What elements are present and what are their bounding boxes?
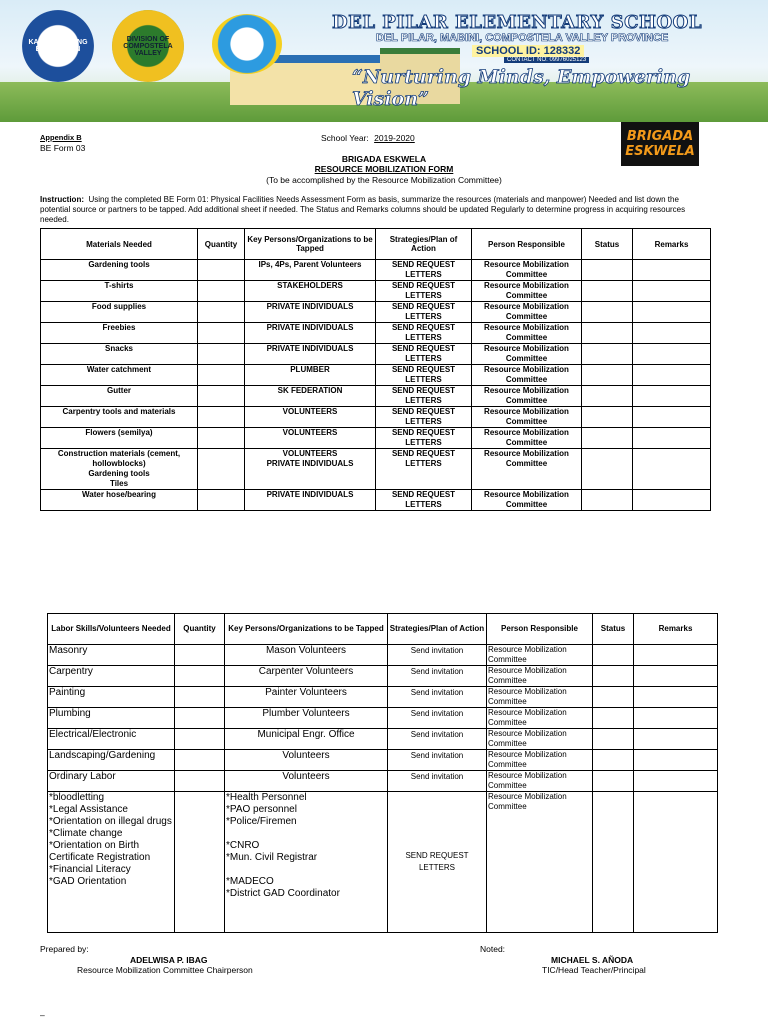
- person-responsible-cell: Resource Mobilization Committee: [487, 729, 593, 750]
- remarks-cell: [633, 428, 711, 449]
- remarks-cell: [633, 344, 711, 365]
- header-remarks: Remarks: [633, 229, 711, 260]
- person-responsible-cell: Resource Mobilization Committee: [487, 708, 593, 729]
- materials-row: [41, 428, 711, 449]
- quantity-cell: [198, 260, 245, 281]
- item-cell: Food supplies: [41, 302, 198, 323]
- remarks-cell: [633, 323, 711, 344]
- status-cell: [593, 771, 634, 792]
- key-persons-cell: STAKEHOLDERS: [245, 281, 376, 302]
- quantity-cell: [175, 771, 225, 792]
- person-responsible-cell: Resource Mobilization Committee: [472, 407, 582, 428]
- header-person-responsible: Person Responsible: [487, 614, 593, 645]
- strategy-cell: SEND REQUEST LETTERS: [376, 281, 472, 302]
- materials-row: [41, 302, 711, 323]
- person-responsible-cell: Resource Mobilization Committee: [472, 449, 582, 490]
- quantity-cell: [198, 449, 245, 490]
- item-cell: Carpentry: [48, 666, 175, 687]
- status-cell: [582, 449, 633, 490]
- key-persons-cell: PRIVATE INDIVIDUALS: [245, 490, 376, 511]
- school-seal-logo: [212, 14, 282, 74]
- remarks-cell: [633, 407, 711, 428]
- labor-row: [48, 729, 718, 750]
- school-year-label: School Year:: [321, 133, 369, 143]
- strategy-cell: SEND REQUEST LETTERS: [388, 792, 487, 933]
- item-cell: Masonry: [48, 645, 175, 666]
- key-persons-cell: VOLUNTEERS PRIVATE INDIVIDUALS: [245, 449, 376, 490]
- school-id: SCHOOL ID: 128332: [472, 45, 584, 57]
- strategy-cell: SEND REQUEST LETTERS: [376, 344, 472, 365]
- quantity-cell: [198, 281, 245, 302]
- strategy-cell: SEND REQUEST LETTERS: [376, 323, 472, 344]
- header-status: Status: [593, 614, 634, 645]
- status-cell: [593, 750, 634, 771]
- remarks-cell: [634, 771, 718, 792]
- status-cell: [582, 302, 633, 323]
- school-year: [321, 133, 415, 143]
- seal2-text: DIVISION OF COMPOSTELA VALLEY: [123, 35, 173, 57]
- strategy-cell: Send invitation: [388, 708, 487, 729]
- key-persons-cell: PRIVATE INDIVIDUALS: [245, 323, 376, 344]
- remarks-cell: [633, 449, 711, 490]
- item-cell: Water hose/bearing: [41, 490, 198, 511]
- seal1-text: KAGAWARAN NG EDUKASYON: [28, 39, 88, 53]
- deped-seal-logo: [22, 10, 94, 82]
- person-responsible-cell: Resource Mobilization Committee: [472, 260, 582, 281]
- item-cell: Flowers (semilya): [41, 428, 198, 449]
- remarks-cell: [633, 386, 711, 407]
- remarks-cell: [634, 708, 718, 729]
- person-responsible-cell: Resource Mobilization Committee: [472, 344, 582, 365]
- quantity-cell: [175, 708, 225, 729]
- strategy-cell: SEND REQUEST LETTERS: [376, 449, 472, 490]
- item-cell: Snacks: [41, 344, 198, 365]
- quantity-cell: [198, 323, 245, 344]
- status-cell: [582, 260, 633, 281]
- strategy-cell: Send invitation: [388, 729, 487, 750]
- strategy-cell: SEND REQUEST LETTERS: [376, 365, 472, 386]
- materials-table: [40, 228, 711, 511]
- key-persons-cell: Volunteers: [225, 771, 388, 792]
- strategy-cell: SEND REQUEST LETTERS: [376, 428, 472, 449]
- school-address: DEL PILAR, MABINI, COMPOSTELA VALLEY PROVINCE: [376, 32, 669, 44]
- appendix-label: Appendix B: [40, 133, 82, 142]
- key-persons-cell: Mason Volunteers: [225, 645, 388, 666]
- header-key-persons: Key Persons/Organizations to be Tapped: [245, 229, 376, 260]
- form-title-2-text: RESOURCE MOBILIZATION FORM: [314, 164, 454, 174]
- materials-row: [41, 449, 711, 490]
- quantity-cell: [175, 666, 225, 687]
- key-persons-cell: Carpenter Volunteers: [225, 666, 388, 687]
- status-cell: [582, 407, 633, 428]
- status-cell: [582, 386, 633, 407]
- strategy-cell: SEND REQUEST LETTERS: [376, 386, 472, 407]
- person-responsible-cell: Resource Mobilization Committee: [487, 645, 593, 666]
- header-materials-needed: Materials Needed: [41, 229, 198, 260]
- status-cell: [582, 428, 633, 449]
- quantity-cell: [198, 302, 245, 323]
- remarks-cell: [633, 260, 711, 281]
- item-cell: Landscaping/Gardening: [48, 750, 175, 771]
- person-responsible-cell: Resource Mobilization Committee: [472, 365, 582, 386]
- remarks-cell: [634, 792, 718, 933]
- item-cell: Gardening tools: [41, 260, 198, 281]
- strategy-cell: SEND REQUEST LETTERS: [376, 407, 472, 428]
- status-cell: [582, 490, 633, 511]
- form-number: BE Form 03: [40, 143, 86, 153]
- quantity-cell: [198, 365, 245, 386]
- labor-table: [47, 613, 718, 933]
- quantity-cell: [198, 428, 245, 449]
- labor-row-special: [48, 792, 718, 933]
- item-cell: Ordinary Labor: [48, 771, 175, 792]
- person-responsible-cell: Resource Mobilization Committee: [487, 750, 593, 771]
- item-cell: Gutter: [41, 386, 198, 407]
- materials-row: [41, 344, 711, 365]
- materials-row: [41, 323, 711, 344]
- item-cell: Water catchment: [41, 365, 198, 386]
- quantity-cell: [175, 750, 225, 771]
- quantity-cell: [175, 645, 225, 666]
- item-cell: Plumbing: [48, 708, 175, 729]
- labor-row: [48, 708, 718, 729]
- status-cell: [582, 344, 633, 365]
- item-cell: Electrical/Electronic: [48, 729, 175, 750]
- status-cell: [593, 645, 634, 666]
- status-cell: [593, 687, 634, 708]
- labor-row: [48, 645, 718, 666]
- status-cell: [593, 729, 634, 750]
- item-cell: Painting: [48, 687, 175, 708]
- prepared-by-name: ADELWISA P. IBAG: [130, 955, 208, 965]
- instruction-text: Using the completed BE Form 01: Physical Facilities Needs Assessment Form as basis, summarize the resources (materials and manpower) Needed and list down the potential source or partners to be tapped. Add additional sheet if needed. The Status and Remarks columns should be updated Regularly to determine progress in acquiring resources needed.: [40, 195, 686, 224]
- quantity-cell: [175, 792, 225, 933]
- school-year-value: 2019-2020: [374, 133, 415, 143]
- item-cell: *bloodletting *Legal Assistance *Orientation on illegal drugs *Climate change *Orientation on Birth Certificate Registration *Financial Literacy *GAD Orientation: [48, 792, 175, 933]
- quantity-cell: [198, 490, 245, 511]
- person-responsible-cell: Resource Mobilization Committee: [487, 792, 593, 933]
- materials-row: [41, 281, 711, 302]
- remarks-cell: [633, 365, 711, 386]
- labor-header-row: [48, 614, 718, 645]
- header-person-responsible: Person Responsible: [472, 229, 582, 260]
- labor-row: [48, 666, 718, 687]
- labor-row: [48, 687, 718, 708]
- form-title-1: BRIGADA ESKWELA: [341, 154, 427, 164]
- person-responsible-cell: Resource Mobilization Committee: [472, 490, 582, 511]
- quantity-cell: [175, 687, 225, 708]
- key-persons-cell: PRIVATE INDIVIDUALS: [245, 302, 376, 323]
- person-responsible-cell: Resource Mobilization Committee: [487, 771, 593, 792]
- key-persons-cell: VOLUNTEERS: [245, 407, 376, 428]
- person-responsible-cell: Resource Mobilization Committee: [472, 281, 582, 302]
- strategy-cell: Send invitation: [388, 750, 487, 771]
- header-labor-skills: Labor Skills/Volunteers Needed: [48, 614, 175, 645]
- remarks-cell: [634, 729, 718, 750]
- materials-row: [41, 260, 711, 281]
- materials-row: [41, 407, 711, 428]
- item-cell: Freebies: [41, 323, 198, 344]
- person-responsible-cell: Resource Mobilization Committee: [472, 428, 582, 449]
- noted-label: Noted:: [480, 944, 506, 954]
- remarks-cell: [633, 490, 711, 511]
- status-cell: [582, 365, 633, 386]
- school-banner: [0, 0, 768, 122]
- key-persons-cell: Plumber Volunteers: [225, 708, 388, 729]
- materials-row: [41, 365, 711, 386]
- key-persons-cell: Municipal Engr. Office: [225, 729, 388, 750]
- materials-row: [41, 490, 711, 511]
- header-quantity: Quantity: [198, 229, 245, 260]
- materials-header-row: [41, 229, 711, 260]
- page-dash: –: [40, 1010, 45, 1020]
- header-quantity: Quantity: [175, 614, 225, 645]
- prepared-by-label: Prepared by:: [40, 944, 89, 954]
- quantity-cell: [198, 407, 245, 428]
- labor-row: [48, 771, 718, 792]
- item-cell: T-shirts: [41, 281, 198, 302]
- person-responsible-cell: Resource Mobilization Committee: [487, 687, 593, 708]
- strategy-cell: Send invitation: [388, 645, 487, 666]
- labor-row: [48, 750, 718, 771]
- header-remarks: Remarks: [634, 614, 718, 645]
- status-cell: [582, 323, 633, 344]
- quantity-cell: [175, 729, 225, 750]
- person-responsible-cell: Resource Mobilization Committee: [472, 323, 582, 344]
- logo-line2: ESKWELA: [625, 144, 695, 159]
- form-title-2: [0, 164, 768, 174]
- quantity-cell: [198, 344, 245, 365]
- key-persons-cell: Volunteers: [225, 750, 388, 771]
- strategy-cell: Send invitation: [388, 666, 487, 687]
- remarks-cell: [634, 687, 718, 708]
- key-persons-cell: Painter Volunteers: [225, 687, 388, 708]
- header-status: Status: [582, 229, 633, 260]
- school-motto: “Nurturing Minds, Empowering Vision”: [352, 66, 691, 110]
- logo-line1: BRIGADA: [626, 129, 694, 144]
- header-key-persons: Key Persons/Organizations to be Tapped: [225, 614, 388, 645]
- key-persons-cell: IPs, 4Ps, Parent Volunteers: [245, 260, 376, 281]
- form-subtitle: (To be accomplished by the Resource Mobilization Committee): [266, 175, 502, 185]
- key-persons-cell: *Health Personnel *PAO personnel *Police/Firemen *CNRO *Mun. Civil Registrar *MADECO *District GAD Coordinator: [225, 792, 388, 933]
- person-responsible-cell: Resource Mobilization Committee: [487, 666, 593, 687]
- school-contact: CONTACT NO: 09976025123: [504, 57, 589, 63]
- status-cell: [593, 666, 634, 687]
- noted-title: TIC/Head Teacher/Principal: [542, 965, 646, 975]
- status-cell: [593, 792, 634, 933]
- school-name: DEL PILAR ELEMENTARY SCHOOL: [332, 12, 702, 33]
- item-cell: Construction materials (cement, hollowblocks) Gardening tools Tiles: [41, 449, 198, 490]
- division-seal-logo: [112, 10, 184, 82]
- header-strategies: Strategies/Plan of Action: [376, 229, 472, 260]
- header-strategies: Strategies/Plan of Action: [388, 614, 487, 645]
- strategy-cell: SEND REQUEST LETTERS: [376, 302, 472, 323]
- remarks-cell: [634, 666, 718, 687]
- key-persons-cell: PRIVATE INDIVIDUALS: [245, 344, 376, 365]
- strategy-cell: Send invitation: [388, 771, 487, 792]
- strategy-cell: SEND REQUEST LETTERS: [376, 490, 472, 511]
- person-responsible-cell: Resource Mobilization Committee: [472, 386, 582, 407]
- instruction: [40, 195, 710, 225]
- person-responsible-cell: Resource Mobilization Committee: [472, 302, 582, 323]
- status-cell: [593, 708, 634, 729]
- key-persons-cell: VOLUNTEERS: [245, 428, 376, 449]
- status-cell: [582, 281, 633, 302]
- materials-row: [41, 386, 711, 407]
- remarks-cell: [633, 302, 711, 323]
- prepared-by-title: Resource Mobilization Committee Chairperson: [77, 965, 253, 975]
- key-persons-cell: PLUMBER: [245, 365, 376, 386]
- key-persons-cell: SK FEDERATION: [245, 386, 376, 407]
- remarks-cell: [634, 645, 718, 666]
- item-cell: Carpentry tools and materials: [41, 407, 198, 428]
- remarks-cell: [634, 750, 718, 771]
- strategy-cell: SEND REQUEST LETTERS: [376, 260, 472, 281]
- quantity-cell: [198, 386, 245, 407]
- strategy-cell: Send invitation: [388, 687, 487, 708]
- remarks-cell: [633, 281, 711, 302]
- instruction-label: Instruction:: [40, 195, 84, 204]
- noted-name: MICHAEL S. AÑODA: [551, 955, 634, 965]
